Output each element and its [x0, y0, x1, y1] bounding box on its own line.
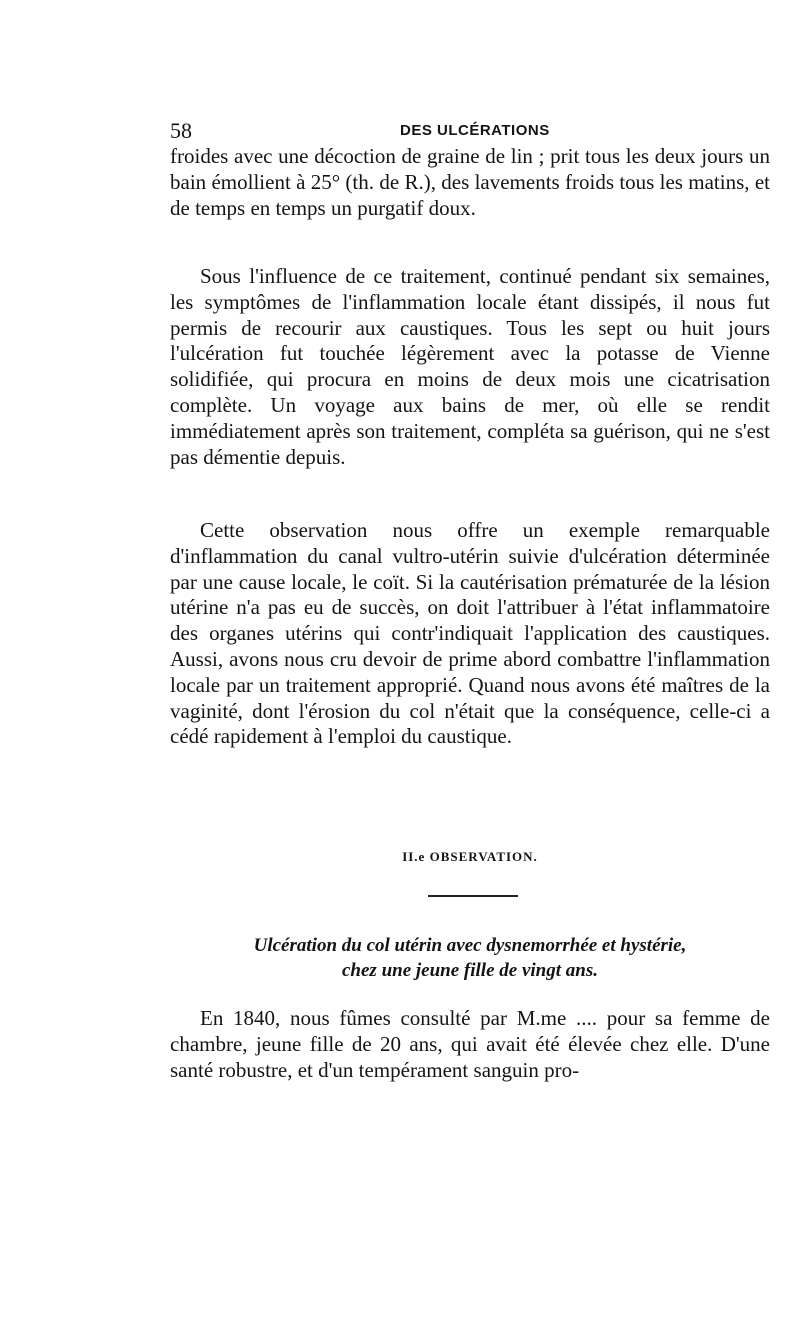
paragraph-continuation	[170, 144, 770, 221]
section-heading: II.e OBSERVATION.	[402, 849, 538, 864]
paragraph-treatment	[170, 264, 770, 470]
paragraph-text: Sous l'influence de ce traitement, continué pendant six semaines, les symptômes de l'inflammation locale étant dissipés, il nous fut permis de recourir aux caustiques. Tous les sept ou huit jours l'ulcération fut touchée légèrement avec la potasse de Vienne solidifiée, qui procura en moins de deux mois une cicatrisation complète. Un voyage aux bains de mer, où elle se rendit immédiatement après son traitement, compléta sa guérison, qui ne s'est pas démentie depuis.	[170, 264, 770, 469]
paragraph-case-intro	[170, 1006, 770, 1083]
case-title	[170, 933, 770, 983]
page-header	[170, 118, 770, 142]
paragraph-text: En 1840, nous fûmes consulté par M.me .... pour sa femme de chambre, jeune fille de 20 ans, qui avait été élevée chez elle. D'une santé robustre, et d'un tempérament sanguin pro-	[170, 1006, 770, 1082]
paragraph-text: Cette observation nous offre un exemple remarquable d'inflammation du canal vultro-utérin suivie d'ulcération déterminée par une cause locale, le coït. Si la cautérisation prématurée de la lésion utérine n'a pas eu de succès, on doit l'attribuer à l'état inflammatoire des organes utérins qui contr'indiquait l'application des caustiques. Aussi, avons nous cru devoir de prime abord combattre l'inflammation locale par un traitement approprié. Quand nous avons été maîtres de la vaginité, dont l'érosion du col n'était que la conséquence, celle-ci a cédé rapidement à l'emploi du caustique.	[170, 518, 770, 749]
paragraph-commentary	[170, 518, 770, 750]
page-number: 58	[170, 118, 192, 143]
section-divider	[428, 895, 518, 897]
case-title-line: Ulcération du col utérin avec dysnemorrhée et hystérie,	[253, 935, 687, 956]
case-title-line: chez une jeune fille de vingt ans.	[342, 960, 598, 981]
running-title: DES ULCÉRATIONS	[400, 122, 550, 139]
paragraph-text: froides avec une décoction de graine de lin ; prit tous les deux jours un bain émollient à 25° (th. de R.), des lavements froids tous les matins, et de temps en temps un purgatif doux.	[170, 144, 770, 220]
